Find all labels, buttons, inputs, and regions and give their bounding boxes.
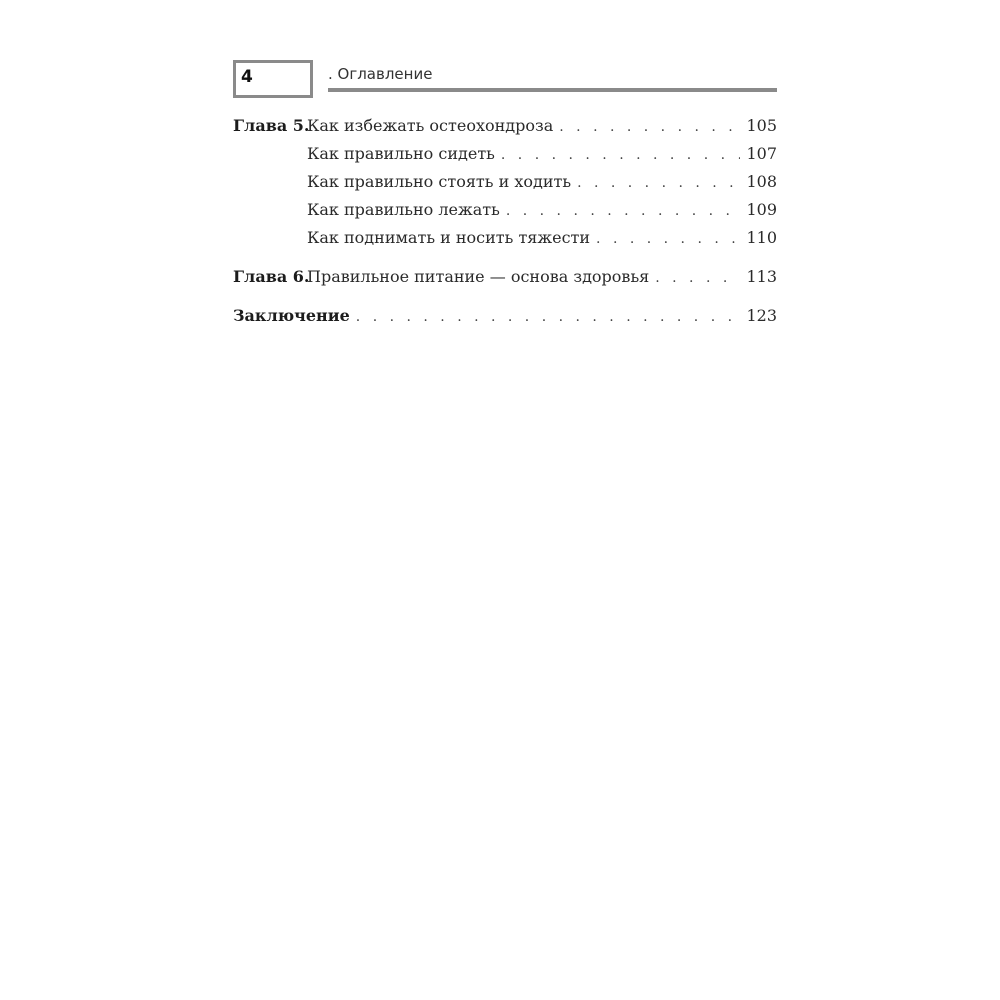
entry-title: Как поднимать и носить тяжести: [307, 228, 591, 247]
dot-leader: [655, 266, 740, 290]
chapter-label: Глава 5.: [233, 116, 310, 135]
page-ref: 105: [746, 116, 777, 135]
entry-title: Правильное питание — основа здоровья: [307, 267, 650, 286]
toc-entry-section: [233, 142, 777, 170]
page-ref: 123: [746, 306, 777, 325]
header-rule: [328, 88, 777, 92]
toc-entry-section: [233, 226, 777, 254]
running-head: . Оглавление: [328, 65, 433, 83]
toc-entry-section: [233, 170, 777, 198]
page-number-box: [233, 60, 313, 98]
page-ref: 109: [746, 200, 777, 219]
dot-leader: [559, 115, 740, 139]
table-of-contents: [233, 114, 777, 332]
dot-leader: [596, 227, 740, 251]
page-ref: 108: [746, 172, 777, 191]
page-header: [233, 60, 777, 98]
entry-title: Как правильно сидеть: [307, 144, 495, 163]
page-ref: 113: [746, 267, 777, 286]
page-ref: 107: [746, 144, 777, 163]
dot-leader: [356, 305, 741, 329]
entry-title: Как правильно стоять и ходить: [307, 172, 572, 191]
toc-entry-chapter-6: [233, 265, 777, 293]
toc-entry-conclusion: [233, 304, 777, 332]
page-number: 4: [241, 67, 253, 87]
toc-entry-chapter-5: [233, 114, 777, 142]
page-ref: 110: [746, 228, 777, 247]
entry-title: Как правильно лежать: [307, 200, 500, 219]
toc-entry-section: [233, 198, 777, 226]
entry-title: Как избежать остеохондроза: [307, 116, 554, 135]
dot-leader: [501, 143, 741, 167]
entry-title: Заключение: [233, 306, 350, 325]
chapter-label: Глава 6.: [233, 267, 310, 286]
dot-leader: [506, 199, 741, 223]
dot-leader: [577, 171, 740, 195]
